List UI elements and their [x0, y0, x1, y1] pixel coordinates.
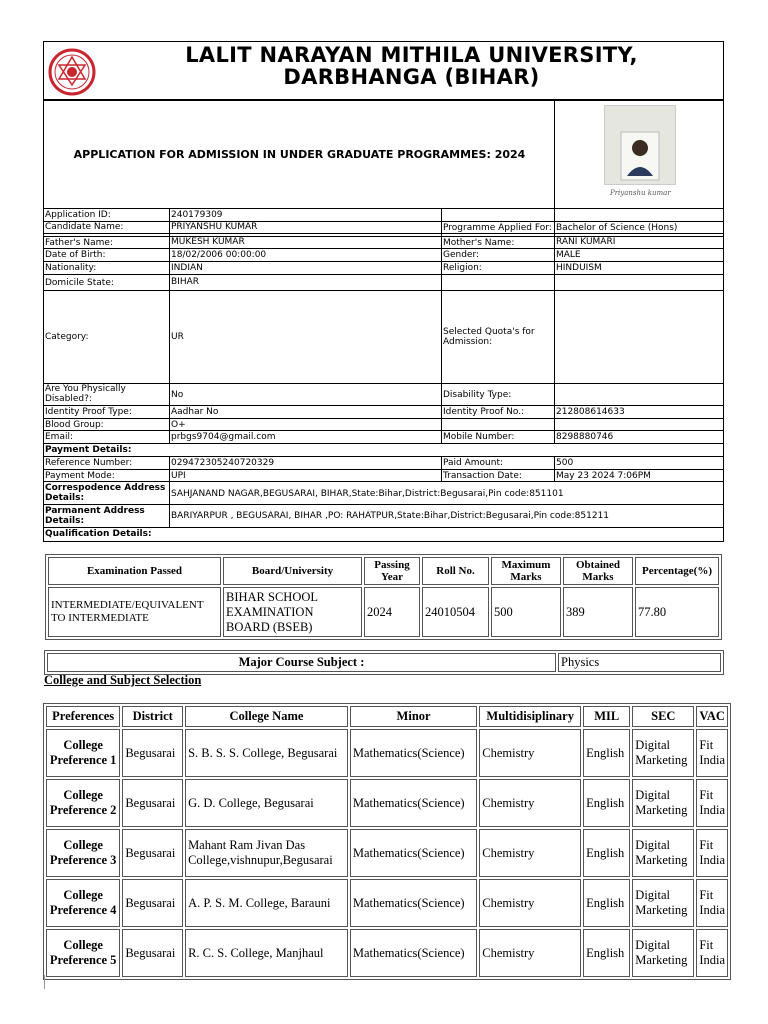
passing-year-cell: 2024 [364, 587, 420, 637]
minor-cell: Mathematics(Science) [350, 929, 477, 977]
sec-cell: Digital Marketing [632, 879, 694, 927]
header-roll-no: Roll No. [422, 557, 489, 585]
domicile-label: Domicile State: [45, 278, 114, 288]
minor-cell: Mathematics(Science) [350, 829, 477, 877]
payment-mode-label: Payment Mode: [45, 471, 115, 481]
qualification-table [45, 554, 722, 640]
correspondence-address-value: SAHJANAND NAGAR,BEGUSARAI, BIHAR,State:Bihar,District:Begusarai,Pin code:851101 [171, 489, 564, 499]
mobile-value: 8298880746 [556, 432, 614, 442]
minor-cell: Mathematics(Science) [350, 879, 477, 927]
candidate-signature: Priyanshu kumar [610, 189, 671, 197]
reference-number-label: Reference Number: [45, 458, 133, 468]
university-title [104, 44, 719, 88]
page-edge-line [44, 975, 45, 989]
exam-passed-cell: INTERMEDIATE/EQUIVALENT TO INTERMEDIATE [48, 587, 221, 637]
sec-cell: Digital Marketing [632, 929, 694, 977]
header-college-name: College Name [185, 706, 348, 727]
application-heading: APPLICATION FOR ADMISSION IN UNDER GRADUATE PROGRAMMES: 2024 [73, 148, 526, 161]
payment-details-label: Payment Details: [45, 445, 132, 455]
district-cell: Begusarai [122, 779, 183, 827]
permanent-address-label: Parmanent Address Details: [45, 506, 145, 526]
religion-label: Religion: [443, 263, 482, 273]
university-title-line2: DARBHANGA (BIHAR) [283, 65, 540, 89]
vac-cell: Fit India [696, 829, 728, 877]
domicile-value: BIHAR [171, 277, 200, 287]
blood-group-label: Blood Group: [45, 420, 104, 430]
dob-value: 18/02/2006 00:00:00 [171, 250, 267, 260]
permanent-address-value: BARIYARPUR , BEGUSARAI, BIHAR ,PO: RAHATPUR,State:Bihar,District:Begusarai,Pin code:851211 [171, 511, 610, 521]
mother-name-value: RANI KUMARI [556, 237, 616, 247]
id-proof-no-value: 212808614633 [556, 407, 625, 417]
mil-cell: English [583, 929, 630, 977]
payment-mode-value: UPI [171, 471, 186, 481]
multidisciplinary-cell: Chemistry [479, 879, 581, 927]
preference-cell: College Preference 3 [46, 829, 120, 877]
percentage-cell: 77.80 [635, 587, 719, 637]
obtained-marks-cell: 389 [563, 587, 633, 637]
programme-value: Bachelor of Science (Hons) [556, 223, 678, 233]
paid-amount-value: 500 [556, 458, 574, 468]
application-details [43, 100, 724, 542]
header-minor: Minor [350, 706, 477, 727]
header-vac: VAC [696, 706, 728, 727]
application-id-label: Application ID: [45, 210, 111, 220]
university-logo [48, 48, 96, 96]
transaction-date-value: May 23 2024 7:06PM [556, 471, 651, 481]
college-name-cell: S. B. S. S. College, Begusarai [185, 729, 348, 777]
district-cell: Begusarai [122, 829, 183, 877]
sec-cell: Digital Marketing [632, 729, 694, 777]
vac-cell: Fit India [696, 879, 728, 927]
minor-cell: Mathematics(Science) [350, 779, 477, 827]
mil-cell: English [583, 879, 630, 927]
dob-label: Date of Birth: [45, 250, 106, 260]
category-label: Category: [45, 332, 89, 342]
vac-cell: Fit India [696, 779, 728, 827]
header-sec: SEC [632, 706, 694, 727]
header-multidisciplinary: Multidisiplinary [479, 706, 581, 727]
college-preference-row [46, 929, 728, 977]
multidisciplinary-cell: Chemistry [479, 729, 581, 777]
header-district: District [122, 706, 183, 727]
religion-value: HINDUISM [556, 263, 602, 273]
board-cell: BIHAR SCHOOL EXAMINATION BOARD (BSEB) [223, 587, 362, 637]
university-title-line1: LALIT NARAYAN MITHILA UNIVERSITY, [185, 43, 638, 67]
candidate-photo [604, 105, 676, 185]
college-name-cell: G. D. College, Begusarai [185, 779, 348, 827]
college-selection-header-row [46, 706, 728, 727]
id-proof-type-value: Aadhar No [171, 407, 219, 417]
application-id-value: 240179309 [171, 210, 223, 220]
minor-cell: Mathematics(Science) [350, 729, 477, 777]
gender-label: Gender: [443, 250, 480, 260]
major-course-table [44, 650, 724, 675]
sec-cell: Digital Marketing [632, 829, 694, 877]
disabled-value: No [171, 390, 184, 400]
id-proof-type-label: Identity Proof Type: [45, 407, 132, 417]
disability-type-label: Disability Type: [443, 390, 512, 400]
candidate-name-value: PRIYANSHU KUMAR [171, 222, 258, 232]
college-selection-title: College and Subject Selection [44, 673, 202, 687]
major-course-label: Major Course Subject : [47, 653, 556, 672]
college-preference-row [46, 829, 728, 877]
nationality-label: Nationality: [45, 263, 97, 273]
college-name-cell: Mahant Ram Jivan Das College,vishnupur,Begusarai [185, 829, 348, 877]
correspondence-address-label: Correspodence Address Details: [45, 483, 166, 503]
sec-cell: Digital Marketing [632, 779, 694, 827]
preference-cell: College Preference 5 [46, 929, 120, 977]
header-board-university: Board/University [223, 557, 362, 585]
father-name-label: Father's Name: [45, 238, 113, 248]
university-header [43, 41, 724, 100]
gender-value: MALE [556, 250, 581, 260]
category-value: UR [171, 332, 184, 342]
college-name-cell: A. P. S. M. College, Barauni [185, 879, 348, 927]
transaction-date-label: Transaction Date: [443, 471, 522, 481]
college-preference-row [46, 729, 728, 777]
candidate-name-label: Candidate Name: [45, 222, 124, 232]
mobile-label: Mobile Number: [443, 432, 515, 442]
preference-cell: College Preference 2 [46, 779, 120, 827]
mil-cell: English [583, 829, 630, 877]
blood-group-value: O+ [171, 420, 186, 430]
vac-cell: Fit India [696, 729, 728, 777]
college-name-cell: R. C. S. College, Manjhaul [185, 929, 348, 977]
district-cell: Begusarai [122, 729, 183, 777]
id-proof-no-label: Identity Proof No.: [443, 407, 525, 417]
major-course-value: Physics [558, 653, 721, 672]
mil-cell: English [583, 729, 630, 777]
email-label: Email: [45, 432, 74, 442]
mil-cell: English [583, 779, 630, 827]
email-value: prbgs9704@gmail.com [171, 432, 276, 442]
preference-cell: College Preference 4 [46, 879, 120, 927]
header-percentage: Percentage(%) [635, 557, 719, 585]
qualification-row [48, 587, 719, 637]
header-maximum-marks: Maximum Marks [491, 557, 561, 585]
roll-no-cell: 24010504 [422, 587, 489, 637]
paid-amount-label: Paid Amount: [443, 458, 504, 468]
qualification-header-row [48, 557, 719, 585]
reference-number-value: 029472305240720329 [171, 458, 275, 468]
header-mil: MIL [583, 706, 630, 727]
mother-name-label: Mother's Name: [443, 238, 515, 248]
quota-label: Selected Quota's for Admission: [443, 327, 535, 347]
preference-cell: College Preference 1 [46, 729, 120, 777]
header-preferences: Preferences [46, 706, 120, 727]
vac-cell: Fit India [696, 929, 728, 977]
multidisciplinary-cell: Chemistry [479, 779, 581, 827]
header-examination-passed: Examination Passed [48, 557, 221, 585]
qualification-details-label: Qualification Details: [45, 529, 152, 539]
college-preference-row [46, 879, 728, 927]
header-passing-year: Passing Year [364, 557, 420, 585]
nationality-value: INDIAN [171, 263, 203, 273]
college-selection-table [43, 703, 731, 980]
maximum-marks-cell: 500 [491, 587, 561, 637]
father-name-value: MUKESH KUMAR [171, 237, 245, 247]
multidisciplinary-cell: Chemistry [479, 829, 581, 877]
multidisciplinary-cell: Chemistry [479, 929, 581, 977]
header-obtained-marks: Obtained Marks [563, 557, 633, 585]
disabled-label: Are You Physically Disabled?: [45, 384, 126, 404]
district-cell: Begusarai [122, 929, 183, 977]
district-cell: Begusarai [122, 879, 183, 927]
college-preference-row [46, 779, 728, 827]
programme-label: Programme Applied For: [443, 223, 552, 233]
